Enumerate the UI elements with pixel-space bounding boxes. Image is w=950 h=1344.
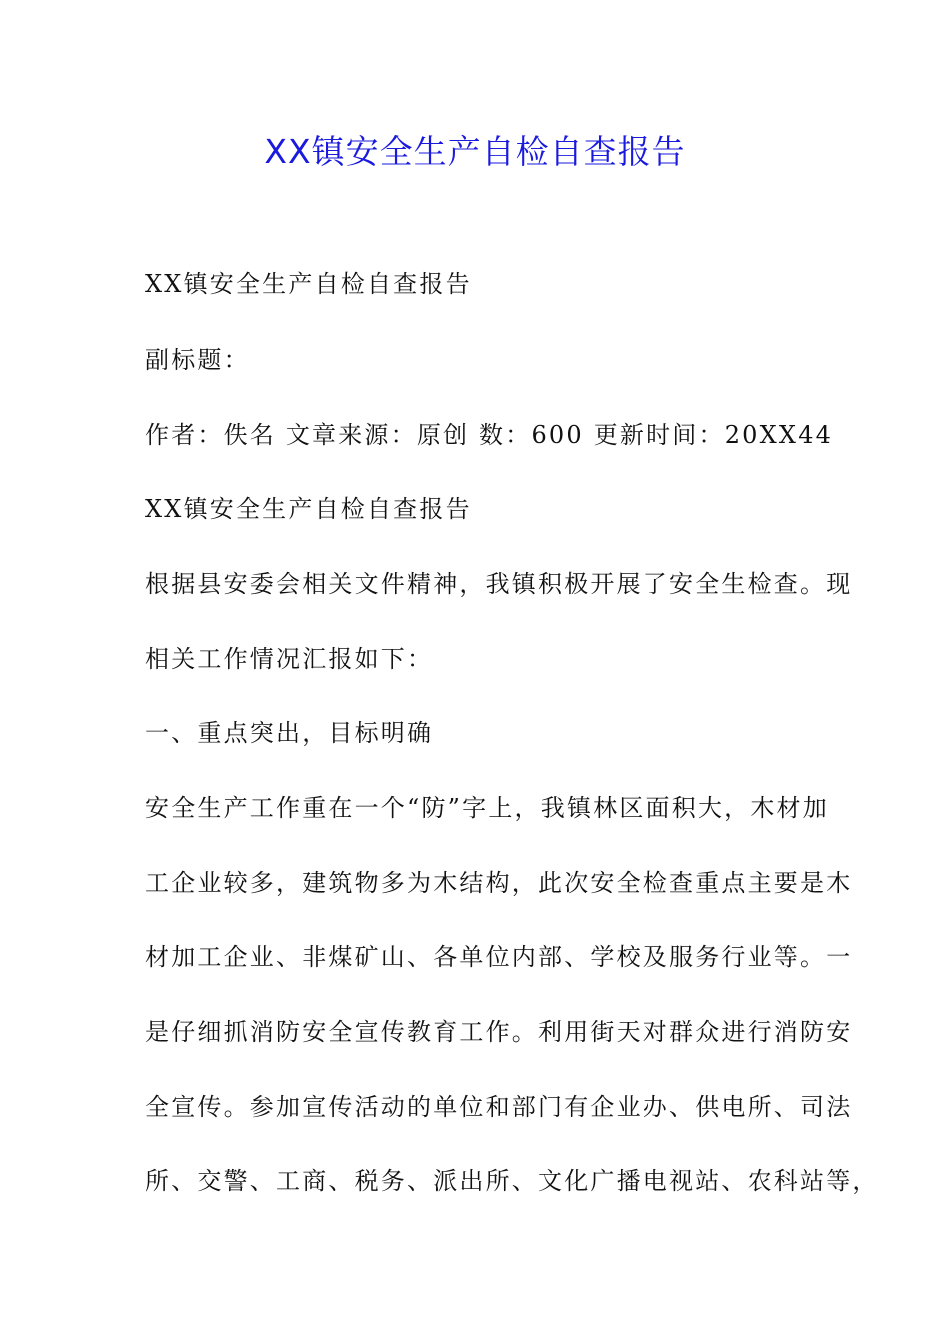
body-line-paragraph-2-cont-5: 所、交警、工商、税务、派出所、文化广播电视站、农科站等，: [145, 1167, 879, 1195]
body-line-paragraph-2-cont-2: 材加工企业、非煤矿山、各单位内部、学校及服务行业等。一: [145, 943, 853, 971]
body-line-paragraph-2-cont-4: 全宣传。参加宣传活动的单位和部门有企业办、供电所、司法: [145, 1093, 853, 1121]
section-heading-1: 一、重点突出，目标明确: [145, 719, 434, 747]
body-line-paragraph-2-cont-1: 工企业较多，建筑物多为木结构，此次安全检查重点主要是木: [145, 869, 853, 897]
body-line-repeat-title: XX镇安全生产自检自查报告: [145, 270, 472, 298]
body-line-meta: 作者：佚名 文章来源：原创 数：600 更新时间：20XX44: [145, 421, 834, 449]
body-line-paragraph-2-cont-3: 是仔细抓消防安全宣传教育工作。利用街天对群众进行消防安: [145, 1018, 853, 1046]
body-line-title-again: XX镇安全生产自检自查报告: [145, 495, 472, 523]
document-title: XX镇安全生产自检自查报告: [264, 132, 686, 171]
body-line-paragraph-2: 安全生产工作重在一个“防”字上，我镇林区面积大，木材加: [145, 794, 829, 822]
body-line-paragraph-1-cont: 相关工作情况汇报如下：: [145, 645, 434, 673]
body-line-paragraph-1: 根据县安委会相关文件精神，我镇积极开展了安全生检查。现: [145, 570, 853, 598]
body-line-subtitle: 副标题：: [145, 346, 250, 374]
